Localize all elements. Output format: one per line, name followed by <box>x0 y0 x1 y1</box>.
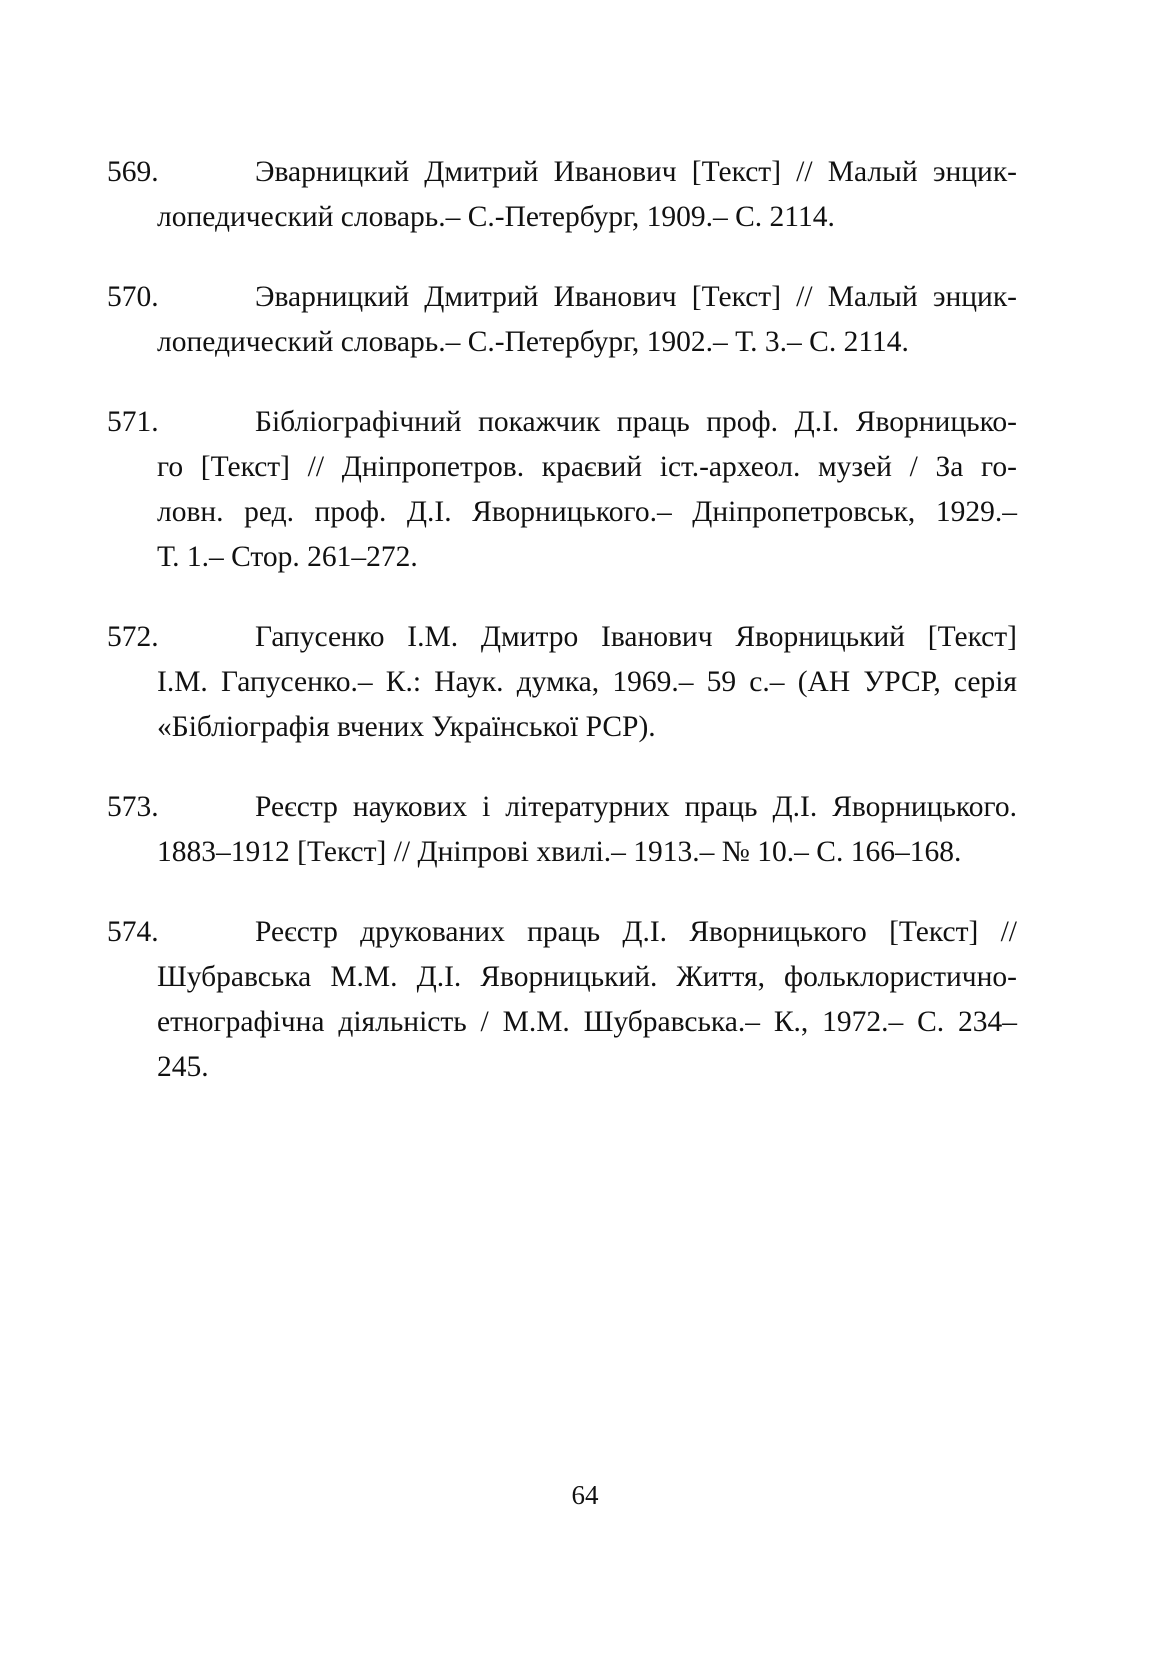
page-number: 64 <box>571 1480 599 1510</box>
entry-text: Эварницкий Дмитрий Иванович [Текст] // Малый энцик- <box>255 156 1017 188</box>
entry-text: 1883–1912 [Текст] // Дніпрові хвилі.– 1913.– № 10.– С. 166–168. <box>157 836 962 868</box>
entry-text: «Бібліографія вчених Української РСР). <box>157 711 656 743</box>
entry-first-line <box>107 615 1017 660</box>
entry-text: лопедический словарь.– С.-Петербург, 1909.– С. 2114. <box>157 201 835 233</box>
bibliography-entry <box>107 910 1017 1090</box>
entry-text: етнографічна діяльність / М.М. Шубравська.– К., 1972.– С. 234– <box>157 1006 1017 1038</box>
entry-first-line <box>107 150 1017 195</box>
entry-number: 574. <box>107 916 159 948</box>
entry-first-line <box>107 910 1017 955</box>
entry-text: ловн. ред. проф. Д.І. Яворницького.– Дніпропетровськ, 1929.– <box>157 496 1017 528</box>
entry-text: І.М. Гапусенко.– К.: Наук. думка, 1969.– 59 с.– (АН УРСР, серія <box>157 666 1017 698</box>
entry-text: Эварницкий Дмитрий Иванович [Текст] // Малый энцик- <box>255 281 1017 313</box>
entry-number: 572. <box>107 621 159 653</box>
bibliography-list <box>107 150 1017 1125</box>
entry-number: 571. <box>107 406 159 438</box>
entry-number: 569. <box>107 156 159 188</box>
entry-text: го [Текст] // Дніпропетров. краєвий іст.-археол. музей / За го- <box>157 451 1017 483</box>
entry-first-line <box>107 400 1017 445</box>
entry-text: Реєстр наукових і літературних праць Д.І. Яворницького. <box>255 791 1017 823</box>
bibliography-entry <box>107 615 1017 750</box>
entry-text: лопедический словарь.– С.-Петербург, 1902.– Т. 3.– С. 2114. <box>157 326 909 358</box>
bibliography-entry <box>107 275 1017 365</box>
bibliography-entry <box>107 400 1017 580</box>
entry-text: Бібліографічний покажчик праць проф. Д.І. Яворницько- <box>255 406 1017 438</box>
entry-number: 570. <box>107 281 159 313</box>
entry-text: Гапусенко І.М. Дмитро Іванович Яворницький [Текст] <box>255 621 1017 653</box>
entry-text: Шубравська М.М. Д.І. Яворницький. Життя, фольклористично- <box>157 961 1017 993</box>
entry-number: 573. <box>107 791 159 823</box>
entry-text: 245. <box>157 1051 209 1083</box>
bibliography-entry <box>107 785 1017 875</box>
entry-text: Реєстр друкованих праць Д.І. Яворницького [Текст] // <box>255 916 1017 948</box>
bibliography-entry <box>107 150 1017 240</box>
entry-first-line <box>107 785 1017 830</box>
entry-first-line <box>107 275 1017 320</box>
entry-text: Т. 1.– Стор. 261–272. <box>157 541 418 573</box>
